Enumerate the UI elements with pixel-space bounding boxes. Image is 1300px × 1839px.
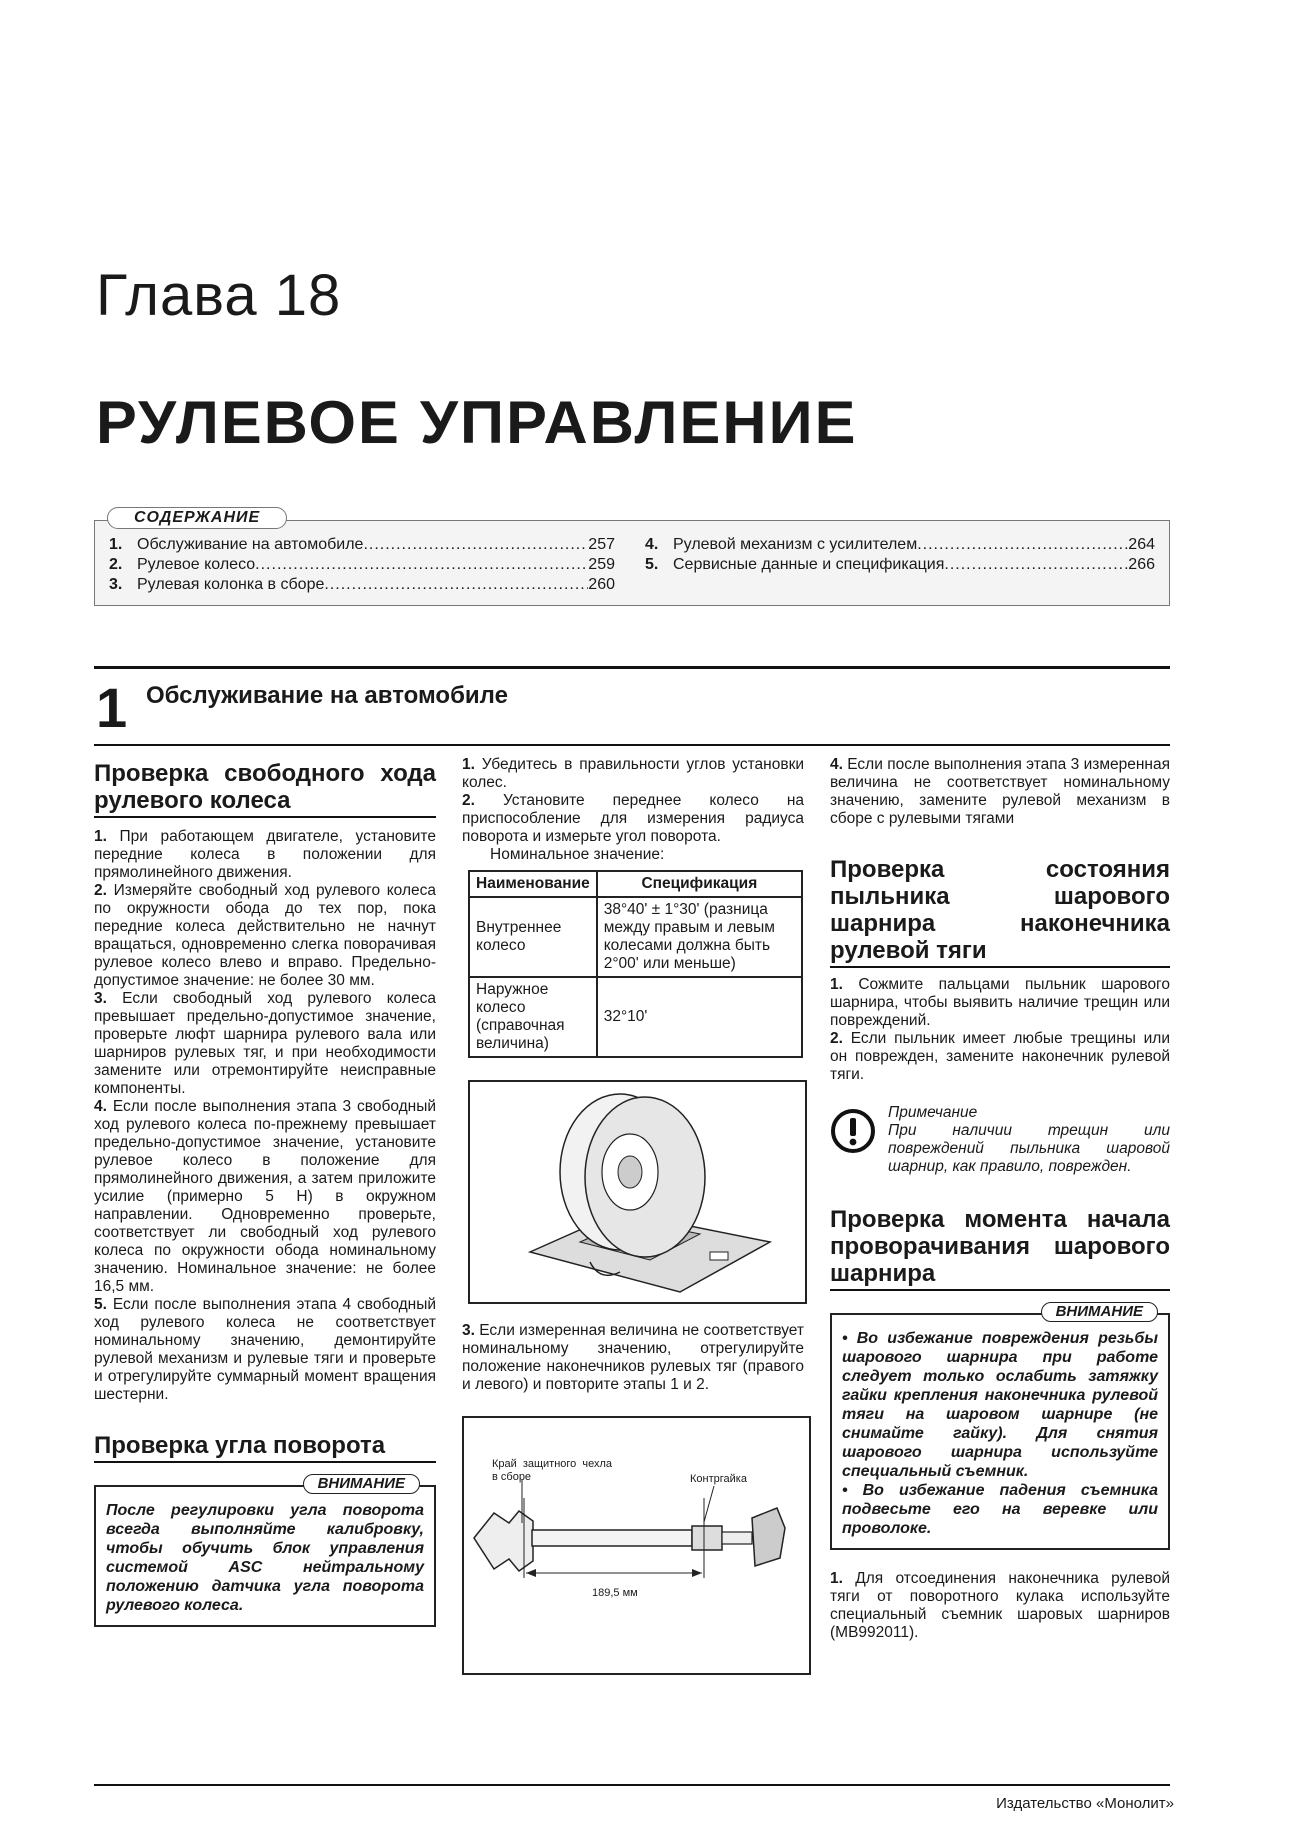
note-block xyxy=(830,1104,1170,1176)
paragraph: 5. Если после выполнения этапа 4 свободный ход рулевого колеса не соответствует номинальному значению, демонтируйте рулевой механизм и рулевые тяги и проверьте и отрегулируйте суммарный момент вращения шестерни. xyxy=(94,1296,436,1403)
section-top-rule xyxy=(94,666,1170,669)
toc-column-left xyxy=(109,535,615,595)
section-number: 1 xyxy=(96,676,128,739)
heading-underline xyxy=(830,966,1170,968)
warning-label: ВНИМАНИЕ xyxy=(1041,1302,1158,1322)
tie-rod-illustration xyxy=(464,1418,809,1673)
toc-item[interactable]: 5. Сервисные данные и спецификация ..... 266 xyxy=(645,555,1155,575)
subsection-heading: Проверка состояния пыльника шарового шарнира наконечника рулевой тяги xyxy=(830,856,1170,964)
paragraph: 4. Если после выполнения этапа 3 измеренная величина не соответствует номинальному значению, замените рулевой механизм в сборе с рулевыми тягами xyxy=(830,756,1170,827)
warning-text: После регулировки угла поворота всегда выполняйте калибровку, чтобы обучить блок управления системой ASC нейтральному положению датчика угла поворота рулевого колеса. xyxy=(106,1502,424,1614)
table-header: Наименование xyxy=(469,871,597,897)
spec-table xyxy=(468,870,803,1058)
heading-underline xyxy=(94,1461,436,1463)
paragraph: 1. Сожмите пальцами пыльник шарового шарнира, чтобы выявить наличие трещин или повреждений. xyxy=(830,976,1170,1029)
table-row: Наружное колесо (справочная величина) 32°10' xyxy=(469,977,802,1057)
figure-wheel-turning-gauge xyxy=(468,1080,807,1304)
chapter-title: РУЛЕВОЕ УПРАВЛЕНИЕ xyxy=(96,389,858,456)
paragraph: 2. Установите переднее колесо на приспособление для измерения радиуса поворота и измерьте угол поворота. xyxy=(462,792,805,845)
paragraph: 2. Если пыльник имеет любые трещины или он поврежден, замените наконечник рулевой тяги. xyxy=(830,1030,1171,1083)
figure-tie-rod-measurement xyxy=(462,1416,811,1675)
warning-text: • Во избежание падения съемника подвесьте его на веревке или проволоке. xyxy=(842,1482,1158,1537)
subsection-heading: Проверка свободного хода рулевого колеса xyxy=(94,760,436,814)
paragraph: 4. Если после выполнения этапа 3 свободный ход рулевого колеса по-прежнему превышает предельно-допустимое значение, установите рулевое колесо в положение для прямолинейного движения, а затем приложите усилие (примерно 5 Н) в окружном направлении. Одновременно проверьте, соответствует ли свободный ход рулевого колеса по окружности обода номинальному значению. Номинальное значение: не более 16,5 мм. xyxy=(94,1098,436,1295)
warning-label: ВНИМАНИЕ xyxy=(303,1474,420,1494)
toc-column-right xyxy=(645,535,1155,575)
paragraph: 3. Если измеренная величина не соответствует номинальному значению, отрегулируйте положение наконечников рулевых тяг (правого и левого) и повторите этапы 1 и 2. xyxy=(462,1322,805,1393)
paragraph: 2. Измеряйте свободный ход рулевого колеса по окружности обода до тех пор, пока передние колеса действительно не начнут вращаться, одновременно слегка поворачивая рулевое колесо влево и вправо. Предельно-допустимое значение: не более 30 мм. xyxy=(94,882,436,989)
table-row: Внутреннее колесо 38°40' ± 1°30' (разница между правым и левым колесами должна быть 2°00' или меньше) xyxy=(469,897,802,977)
column-1 xyxy=(94,760,436,1627)
note-title: Примечание xyxy=(888,1104,978,1121)
label-locknut: Контргайка xyxy=(690,1473,747,1485)
subsection-heading: Проверка угла поворота xyxy=(94,1432,386,1459)
column-3 xyxy=(830,756,1170,1642)
footer-publisher: Издательство «Монолит» xyxy=(996,1795,1174,1812)
wheel-illustration xyxy=(470,1082,805,1302)
toc-item[interactable]: 3. Рулевая колонка в сборе ..... 260 xyxy=(109,575,615,595)
paragraph: Номинальное значение: xyxy=(490,846,665,863)
chapter-label: Глава 18 xyxy=(96,263,342,328)
footer-rule xyxy=(94,1784,1170,1786)
heading-underline xyxy=(94,816,436,818)
toc-item[interactable]: 2. Рулевое колесо ..... 259 xyxy=(109,555,615,575)
toc-label: СОДЕРЖАНИЕ xyxy=(107,507,287,529)
section-bottom-rule xyxy=(94,744,1170,746)
label-boot-edge: Край защитного чехла в сборе xyxy=(492,1458,612,1483)
warning-box xyxy=(830,1303,1170,1550)
note-text: При наличии трещин или повреждений пыльника шаровой шарнир, как правило, поврежден. xyxy=(888,1122,1170,1175)
section-title: Обслуживание на автомобиле xyxy=(146,682,508,709)
table-of-contents xyxy=(94,509,1170,606)
toc-item[interactable]: 4. Рулевой механизм с усилителем ..... 264 xyxy=(645,535,1155,555)
heading-underline xyxy=(830,1289,1170,1291)
column-2 xyxy=(462,756,804,1675)
table-header: Спецификация xyxy=(597,871,802,897)
label-dimension: 189,5 мм xyxy=(592,1587,638,1599)
warning-box xyxy=(94,1475,436,1627)
subsection-heading: Проверка момента начала проворачивания шарового шарнира xyxy=(830,1206,1170,1287)
paragraph: 3. Если свободный ход рулевого колеса превышает предельно-допустимое значение, проверьте люфт шарнира рулевого вала или шарниров рулевых тяг, и при необходимости замените или отремонтируйте неисправные компоненты. xyxy=(94,990,436,1097)
paragraph: 1. При работающем двигателе, установите передние колеса в положении для прямолинейного движения. xyxy=(94,828,436,881)
toc-item[interactable]: 1. Обслуживание на автомобиле ..... 257 xyxy=(109,535,615,555)
paragraph: 1. Для отсоединения наконечника рулевой тяги от поворотного кулака используйте специальный съемник шаровых шарниров (MB992011). xyxy=(830,1570,1170,1641)
exclamation-icon xyxy=(830,1108,876,1154)
warning-text: • Во избежание повреждения резьбы шарового шарнира при работе следует только ослабить затяжку гайки крепления наконечника рулевой тяги на шаровом шарнире (не снимайте гайку). Для снятия шарового шарнира используйте специальный съемник. xyxy=(842,1330,1158,1480)
paragraph: 1. Убедитесь в правильности углов установки колес. xyxy=(462,756,805,791)
